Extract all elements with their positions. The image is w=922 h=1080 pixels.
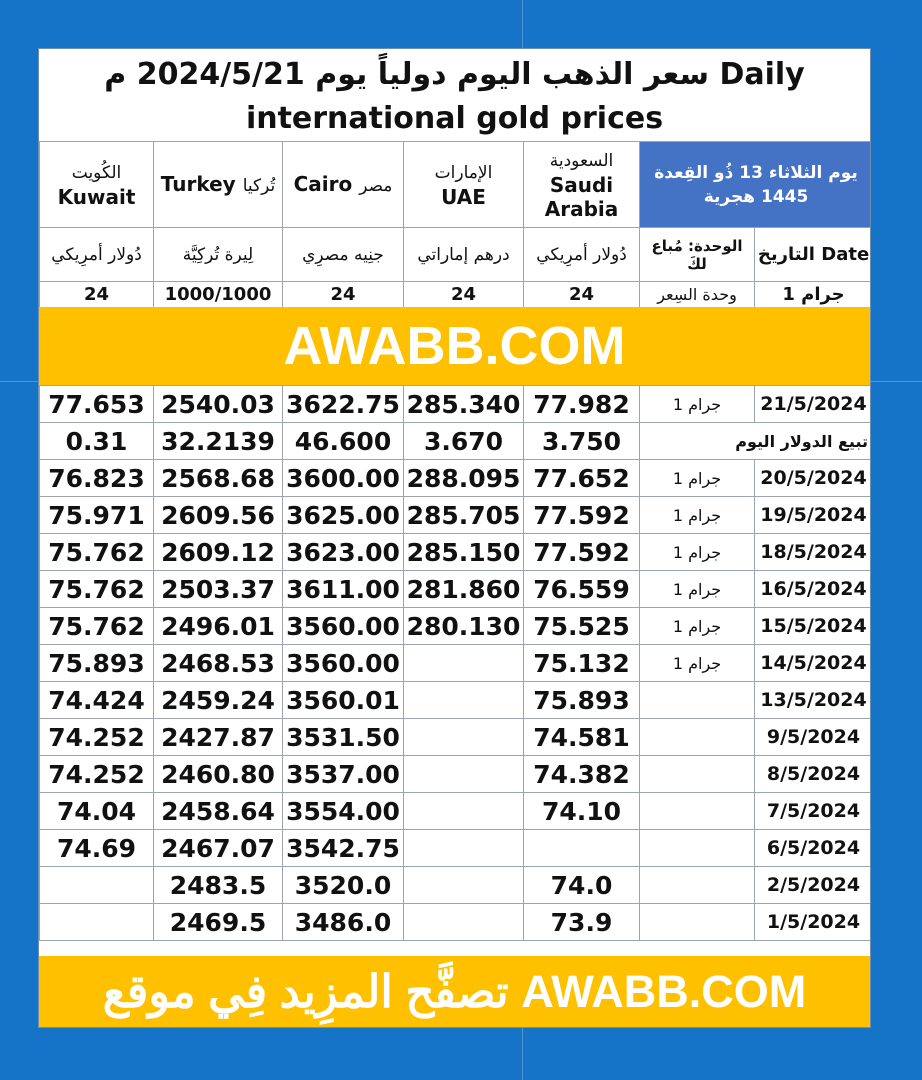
cell-uae: 280.130	[404, 608, 524, 645]
cell-date: 8/5/2024	[755, 756, 872, 793]
cell-kuwait	[40, 904, 154, 941]
banner-bottom: تصفَّح المزِيد فِي موقع AWABB.COM	[39, 956, 870, 1028]
cell-unit	[640, 830, 755, 867]
cell-saudi	[524, 830, 640, 867]
cell-date: 19/5/2024	[755, 497, 872, 534]
cell-cairo: 46.600	[283, 423, 404, 460]
cell-uae: 285.705	[404, 497, 524, 534]
cell-turkey: 2609.12	[154, 534, 283, 571]
cell-saudi: 75.893	[524, 682, 640, 719]
cell-turkey: 2467.07	[154, 830, 283, 867]
cell-date: 1/5/2024	[755, 904, 872, 941]
table-row	[40, 867, 872, 904]
cell-uae	[404, 904, 524, 941]
column-header-cairo: Cairo مصر	[283, 142, 404, 228]
cell-kuwait: 75.893	[40, 645, 154, 682]
cell-turkey: 2496.01	[154, 608, 283, 645]
cell-uae	[404, 645, 524, 682]
cell-uae	[404, 830, 524, 867]
cell-note: تبيع الدولار اليوم	[640, 423, 872, 460]
cell-kuwait: 75.762	[40, 571, 154, 608]
cell-turkey: 2568.68	[154, 460, 283, 497]
cell-kuwait	[40, 867, 154, 904]
purity-cairo: 24	[283, 282, 404, 308]
purity-uae: 24	[404, 282, 524, 308]
purity-kuwait: 24	[40, 282, 154, 308]
cell-kuwait: 74.69	[40, 830, 154, 867]
table-row	[40, 756, 872, 793]
date-header: التاريخ Date	[755, 228, 872, 282]
table-row	[40, 571, 872, 608]
cell-cairo: 3560.00	[283, 645, 404, 682]
cell-date: 9/5/2024	[755, 719, 872, 756]
cell-unit: 1 جرام	[640, 534, 755, 571]
cell-kuwait: 75.971	[40, 497, 154, 534]
cell-unit	[640, 904, 755, 941]
cell-saudi: 74.382	[524, 756, 640, 793]
cell-saudi: 74.0	[524, 867, 640, 904]
table-row	[40, 608, 872, 645]
cell-date: 21/5/2024	[755, 386, 872, 423]
cell-uae	[404, 719, 524, 756]
cell-cairo: 3554.00	[283, 793, 404, 830]
cell-date: 16/5/2024	[755, 571, 872, 608]
table-row	[40, 719, 872, 756]
cell-saudi: 75.525	[524, 608, 640, 645]
header-table	[39, 141, 871, 308]
column-header-uae: الإمارات UAE	[404, 142, 524, 228]
cell-date: 14/5/2024	[755, 645, 872, 682]
unit-header: الوحدة: مُباع لكَ	[640, 228, 755, 282]
cell-kuwait: 74.424	[40, 682, 154, 719]
cell-cairo: 3623.00	[283, 534, 404, 571]
cell-cairo: 3537.00	[283, 756, 404, 793]
table-row	[40, 645, 872, 682]
title-line-2: international gold prices	[245, 101, 664, 136]
cell-uae: 285.150	[404, 534, 524, 571]
price-table	[39, 385, 871, 941]
table-row	[40, 904, 872, 941]
cell-uae	[404, 793, 524, 830]
purity-saudi: 24	[524, 282, 640, 308]
cell-turkey: 2540.03	[154, 386, 283, 423]
cell-saudi: 77.652	[524, 460, 640, 497]
cell-unit: 1 جرام	[640, 571, 755, 608]
purity-unit: 1 جرام	[755, 282, 872, 308]
cell-cairo: 3520.0	[283, 867, 404, 904]
cell-uae: 281.860	[404, 571, 524, 608]
cell-uae	[404, 682, 524, 719]
column-header-kuwait: الكُويت Kuwait	[40, 142, 154, 228]
cell-saudi: 73.9	[524, 904, 640, 941]
cell-turkey: 2469.5	[154, 904, 283, 941]
table-row	[40, 460, 872, 497]
cell-uae: 285.340	[404, 386, 524, 423]
cell-uae	[404, 867, 524, 904]
page-title	[39, 49, 870, 141]
cell-kuwait: 0.31	[40, 423, 154, 460]
cell-unit	[640, 793, 755, 830]
purity-label: وحدة السِعر	[640, 282, 755, 308]
cell-cairo: 3542.75	[283, 830, 404, 867]
unit-kuwait: دُولار أمرِيكي	[40, 228, 154, 282]
cell-date: 7/5/2024	[755, 793, 872, 830]
cell-kuwait: 76.823	[40, 460, 154, 497]
table-row	[40, 497, 872, 534]
cell-unit	[640, 682, 755, 719]
cell-unit: 1 جرام	[640, 386, 755, 423]
cell-kuwait: 75.762	[40, 608, 154, 645]
cell-turkey: 2459.24	[154, 682, 283, 719]
cell-unit: 1 جرام	[640, 460, 755, 497]
column-header-saudi: السعودية Saudi Arabia	[524, 142, 640, 228]
table-row	[40, 423, 872, 460]
cell-saudi: 74.581	[524, 719, 640, 756]
cell-unit	[640, 867, 755, 904]
cell-kuwait: 74.04	[40, 793, 154, 830]
cell-kuwait: 74.252	[40, 756, 154, 793]
cell-cairo: 3611.00	[283, 571, 404, 608]
cell-date: 18/5/2024	[755, 534, 872, 571]
cell-cairo: 3622.75	[283, 386, 404, 423]
cell-turkey: 2427.87	[154, 719, 283, 756]
cell-saudi: 76.559	[524, 571, 640, 608]
cell-saudi: 3.750	[524, 423, 640, 460]
cell-uae: 288.095	[404, 460, 524, 497]
cell-unit: 1 جرام	[640, 645, 755, 682]
cell-date: 13/5/2024	[755, 682, 872, 719]
cell-kuwait: 77.653	[40, 386, 154, 423]
cell-date: 20/5/2024	[755, 460, 872, 497]
cell-cairo: 3625.00	[283, 497, 404, 534]
hijri-date: يوم الثلاثاء 13 ذُو القِعدة 1445 هجرية	[640, 142, 872, 228]
cell-turkey: 32.2139	[154, 423, 283, 460]
purity-turkey: 1000/1000	[154, 282, 283, 308]
cell-turkey: 2468.53	[154, 645, 283, 682]
cell-date: 2/5/2024	[755, 867, 872, 904]
cell-cairo: 3600.00	[283, 460, 404, 497]
cell-turkey: 2458.64	[154, 793, 283, 830]
unit-turkey: لِيرة تُركِيَّة	[154, 228, 283, 282]
table-row	[40, 386, 872, 423]
cell-unit: 1 جرام	[640, 497, 755, 534]
cell-turkey: 2460.80	[154, 756, 283, 793]
unit-saudi: دُولار أمرِيكي	[524, 228, 640, 282]
cell-turkey: 2483.5	[154, 867, 283, 904]
cell-saudi: 77.592	[524, 497, 640, 534]
cell-date: 6/5/2024	[755, 830, 872, 867]
unit-uae: درهم إماراتي	[404, 228, 524, 282]
cell-uae	[404, 756, 524, 793]
cell-kuwait: 75.762	[40, 534, 154, 571]
cell-saudi: 74.10	[524, 793, 640, 830]
cell-unit	[640, 756, 755, 793]
cell-kuwait: 74.252	[40, 719, 154, 756]
table-row	[40, 830, 872, 867]
title-line-1: سعر الذهب اليوم دولياً يوم 2024/5/21 م Daily	[104, 57, 805, 92]
cell-saudi: 77.982	[524, 386, 640, 423]
cell-turkey: 2503.37	[154, 571, 283, 608]
unit-cairo: جنِيه مصرِي	[283, 228, 404, 282]
cell-turkey: 2609.56	[154, 497, 283, 534]
price-sheet	[38, 48, 871, 1028]
cell-uae: 3.670	[404, 423, 524, 460]
table-row	[40, 793, 872, 830]
cell-saudi: 77.592	[524, 534, 640, 571]
cell-cairo: 3560.00	[283, 608, 404, 645]
banner-top: AWABB.COM	[39, 307, 870, 385]
cell-saudi: 75.132	[524, 645, 640, 682]
table-row	[40, 682, 872, 719]
cell-unit: 1 جرام	[640, 608, 755, 645]
column-header-turkey: Turkey تُركيا	[154, 142, 283, 228]
cell-cairo: 3486.0	[283, 904, 404, 941]
cell-unit	[640, 719, 755, 756]
cell-date: 15/5/2024	[755, 608, 872, 645]
table-row	[40, 534, 872, 571]
cell-cairo: 3531.50	[283, 719, 404, 756]
cell-cairo: 3560.01	[283, 682, 404, 719]
